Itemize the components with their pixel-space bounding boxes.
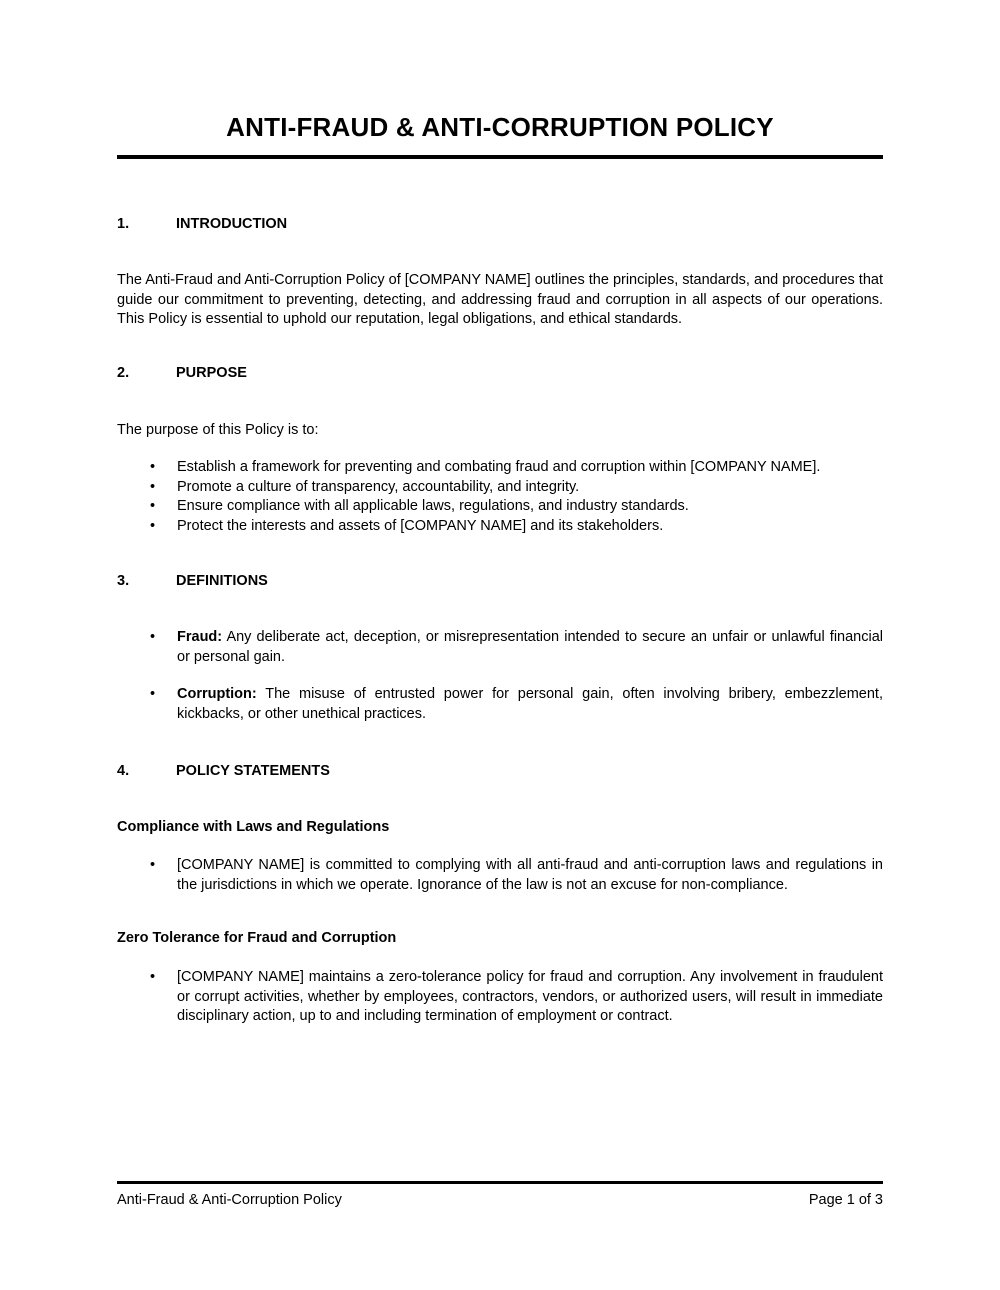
bullet-text: [COMPANY NAME] is committed to complying with all anti-fraud and anti-corruption laws and regulations in the jurisdictions in which we operate. Ignorance of the law is not an excuse for non-compliance.: [177, 857, 883, 893]
definition-term: Corruption:: [177, 686, 257, 702]
section-number: 4.: [117, 763, 130, 779]
subsection-heading-zero-tolerance: Zero Tolerance for Fraud and Corruption: [117, 930, 397, 946]
bullet-icon: •: [150, 686, 156, 702]
list-item-corruption-definition: [117, 685, 883, 724]
list-item: [117, 497, 883, 517]
bullet-text: Ensure compliance with all applicable laws, regulations, and industry standards.: [177, 498, 689, 514]
bullet-icon: •: [150, 629, 156, 645]
bullet-icon: •: [150, 478, 156, 495]
list-item-fraud-definition: [117, 628, 883, 667]
subsection-heading-compliance: Compliance with Laws and Regulations: [117, 819, 390, 835]
introduction-paragraph: The Anti-Fraud and Anti-Corruption Policy of [COMPANY NAME] outlines the principles, standards, and procedures that guide our commitment to preventing, detecting, and addressing fraud and corruption in all aspects of our operations. This Policy is essential to uphold our reputation, legal obligations, and ethical standards.: [117, 272, 883, 327]
document-title: ANTI-FRAUD & ANTI-CORRUPTION POLICY: [226, 112, 774, 142]
footer-divider: [117, 1181, 883, 1184]
section-number: 2.: [117, 364, 130, 381]
bullet-icon: •: [150, 498, 156, 514]
title-divider: [117, 155, 883, 159]
bullet-icon: •: [150, 969, 156, 985]
section-number: 3.: [117, 573, 130, 589]
definition-text: The misuse of entrusted power for personal gain, often involving bribery, embezzlement, kickbacks, or other unethical practices.: [177, 686, 883, 722]
footer-page-number: Page 1 of 3: [808, 1192, 883, 1208]
list-item: [117, 478, 883, 498]
section-heading-policy-statements: [117, 762, 883, 781]
list-item: [117, 517, 883, 537]
footer-text-row: [117, 1191, 883, 1210]
list-item-compliance-statement: [117, 856, 883, 895]
list-item-zero-tolerance-statement: [117, 968, 883, 1027]
bullet-icon: •: [150, 857, 156, 873]
purpose-bullet-list: [117, 458, 883, 536]
page-footer: [117, 1181, 883, 1210]
bullet-text: Protect the interests and assets of [COMPANY NAME] and its stakeholders.: [177, 517, 664, 534]
bullet-text: Establish a framework for preventing and combating fraud and corruption within [COMPANY NAME].: [177, 459, 821, 475]
bullet-text: [COMPANY NAME] maintains a zero-tolerance policy for fraud and corruption. Any involvement in fraudulent or corrupt activities, whether by employees, contractors, vendors, or authorized users, will result in immediate disciplinary action, up to and including termination of employment or contract.: [177, 969, 883, 1024]
purpose-lead-paragraph: The purpose of this Policy is to:: [117, 421, 319, 438]
document-content: [117, 0, 883, 1027]
section-heading-introduction: [117, 215, 883, 234]
section-title: INTRODUCTION: [176, 216, 288, 232]
definition-term: Fraud:: [177, 629, 223, 645]
bullet-text: Promote a culture of transparency, accountability, and integrity.: [177, 478, 580, 495]
section-number: 1.: [117, 216, 130, 232]
definition-text: Any deliberate act, deception, or misrepresentation intended to secure an unfair or unlawful financial or personal gain.: [177, 629, 883, 665]
section-title: POLICY STATEMENTS: [176, 763, 330, 779]
section-title: DEFINITIONS: [176, 573, 268, 589]
footer-document-title: Anti-Fraud & Anti-Corruption Policy: [117, 1192, 342, 1208]
section-heading-purpose: [117, 364, 883, 383]
section-heading-definitions: [117, 572, 883, 591]
bullet-icon: •: [150, 459, 156, 475]
bullet-icon: •: [150, 517, 156, 534]
section-title: PURPOSE: [176, 364, 247, 381]
list-item: [117, 458, 883, 478]
